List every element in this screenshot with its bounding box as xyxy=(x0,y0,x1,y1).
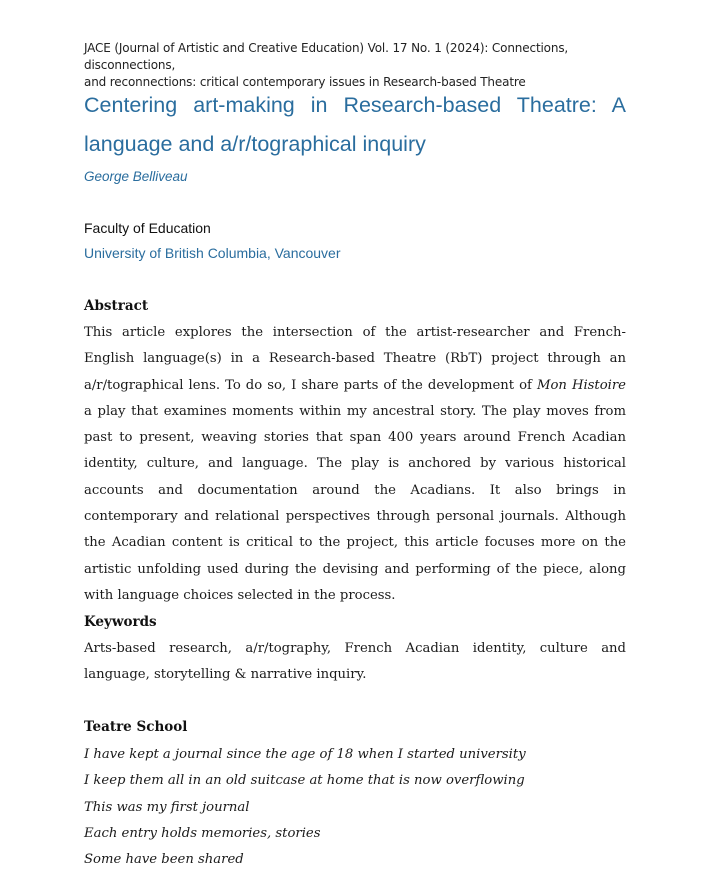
poem-line: Each entry holds memories, stories xyxy=(84,825,321,841)
poem-line: This was my first journal xyxy=(84,799,250,815)
journal-header-line-2: and reconnections: critical contemporary issues in Research-based Theatre xyxy=(84,75,526,89)
keywords-text: Arts-based research, a/r/tography, French Acadian identity, culture and language, storytelling & narrative inquiry. xyxy=(84,641,626,683)
poem-line: I keep them all in an old suitcase at home that is now overflowing xyxy=(84,773,525,789)
abstract-text-part-2: a play that examines moments within my ancestral story. The play moves from past to present, weaving stories that span 400 years around French Acadian identity, culture, and language. The play is anchored by various historical accounts and documentation around the Acadians. It also brings in contemporary and relational perspectives through personal journals. Although the Acadian content is critical to the project, this article focuses more on the artistic unfolding used during the devising and performing of the piece, along with language choices selected in the process. xyxy=(84,403,626,603)
journal-header xyxy=(84,40,644,91)
author-name: George Belliveau xyxy=(84,169,188,184)
section-heading-teatre-school: Teatre School xyxy=(84,719,188,735)
poem-line: Some have been shared xyxy=(84,852,244,868)
article-title: Centering art-making in Research-based Theatre: A language and a/r/tographical inquiry xyxy=(84,93,626,156)
abstract-heading: Abstract xyxy=(84,298,149,314)
author-university: University of British Columbia, Vancouver xyxy=(84,245,341,261)
journal-poem xyxy=(84,742,526,873)
journal-header-line-1: JACE (Journal of Artistic and Creative Education) Vol. 17 No. 1 (2024): Connections, disconnections, xyxy=(84,41,569,72)
author-faculty: Faculty of Education xyxy=(84,220,211,236)
keywords-heading: Keywords xyxy=(84,614,157,630)
abstract-text xyxy=(84,320,626,609)
abstract-text-part-1: This article explores the intersection of the artist-researcher and French-English language(s) in a Research-based Theatre (RbT) project through an a/r/tographical lens. To do so, I share parts of the development of xyxy=(84,325,626,393)
poem-line: I have kept a journal since the age of 18 when I started university xyxy=(84,747,526,762)
play-title: Mon Histoire xyxy=(536,377,626,393)
